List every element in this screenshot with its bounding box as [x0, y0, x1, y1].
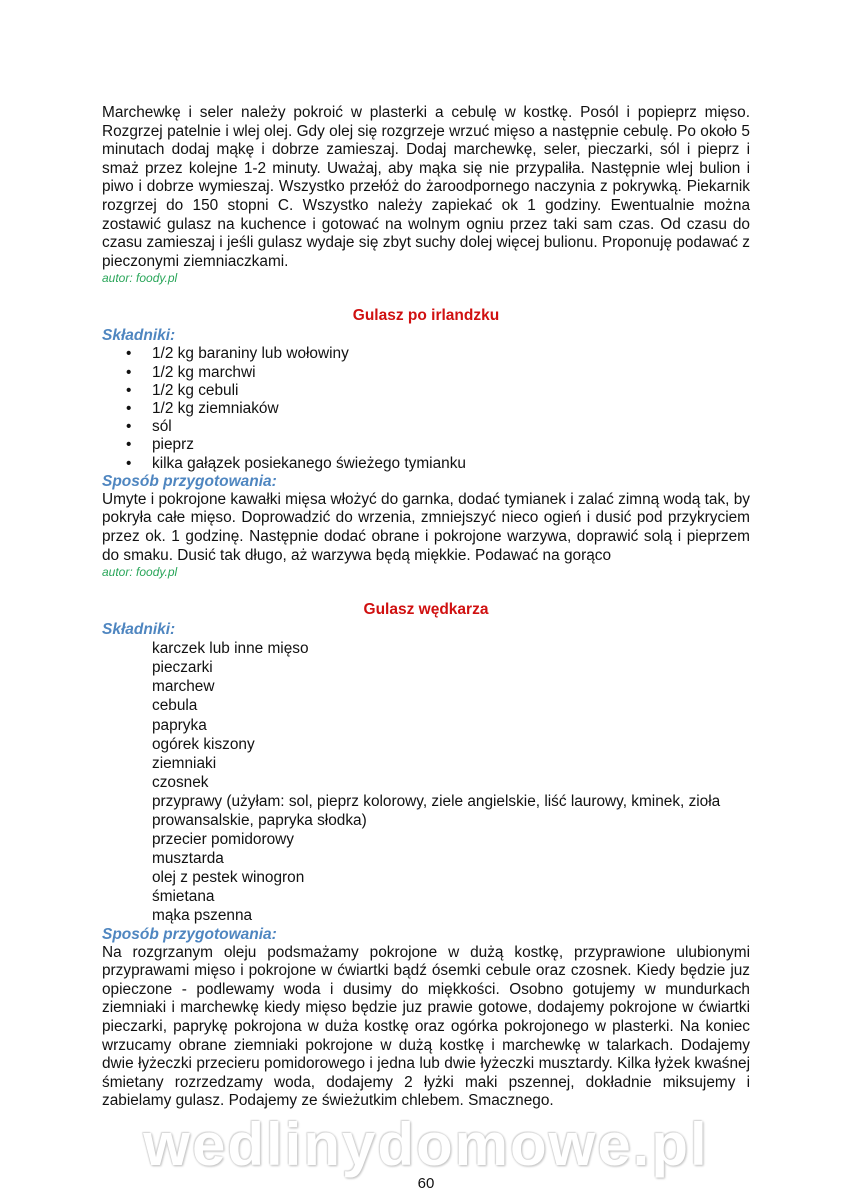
ingredients-list: [102, 639, 750, 925]
list-item: • pieprz: [126, 436, 194, 454]
list-item: śmietana: [152, 888, 215, 906]
watermark: wedlinydomowe.pl: [143, 1110, 709, 1178]
author-credit: autor: foody.pl: [102, 271, 178, 286]
page-number: 60: [417, 1174, 435, 1192]
ingredients-list: [102, 345, 750, 472]
list-item: przyprawy (użyłam: sol, pieprz kolorowy, ziele angielskie, liść laurowy, kminek, zioła prowansalskie, papryka słodka): [152, 792, 721, 829]
list-item: olej z pestek winogron: [152, 869, 305, 887]
list-item: papryka: [152, 716, 207, 734]
list-item: • 1/2 kg ziemniaków: [126, 399, 279, 417]
recipe1-section: [102, 327, 750, 579]
method-paragraph: Umyte i pokrojone kawałki mięsa włożyć do garnka, dodać tymianek i zalać zimną wodą tak, by pokryła całe mięso. Doprowadzić do wrzenia, zmniejszyć nieco ogień i dusić pod przykryciem przez ok. 1 godzinę. Następnie dodać obrane i pokrojone warzywa, doprawić solą i pieprzem do smaku. Dusić tak długo, aż warzywa będą miękkie. Podawać na gorąco: [102, 490, 750, 564]
list-item: cebula: [152, 697, 198, 715]
list-item: pieczarki: [152, 659, 213, 677]
author-credit: autor: foody.pl: [102, 565, 178, 580]
list-item: • 1/2 kg cebuli: [126, 381, 239, 399]
ingredients-label: Składniki:: [102, 327, 176, 345]
method-label: Sposób przygotowania:: [102, 925, 277, 943]
list-item: przecier pomidorowy: [152, 831, 294, 849]
list-item: • sól: [126, 418, 172, 436]
ingredients-label: Składniki:: [102, 621, 176, 639]
list-item: • kilka gałązek posiekanego świeżego tymianku: [126, 454, 466, 472]
list-item: musztarda: [152, 850, 224, 868]
recipe2-section: [102, 621, 750, 1111]
intro-section: [102, 104, 750, 285]
list-item: • 1/2 kg baraniny lub wołowiny: [126, 345, 349, 363]
list-item: mąka pszenna: [152, 907, 253, 925]
list-item: • 1/2 kg marchwi: [126, 363, 256, 381]
intro-paragraph: Marchewkę i seler należy pokroić w plasterki a cebulę w kostkę. Posól i popieprz mięso. Rozgrzej patelnie i wlej olej. Gdy olej się rozgrzeje wrzuć mięso a następnie cebulę. Po około 5 minutach dodaj mąkę i dobrze zamieszaj. Dodaj marchewkę, seler, pieczarki, sól i pieprz i smaż przez kolejne 1-2 minuty. Uważaj, aby mąka się nie przypaliła. Następnie wlej bulion i piwo i dobrze wymieszaj. Wszystko przełóż do żaroodpornego naczynia z pokrywką. Piekarnik rozgrzej do 150 stopni C. Wszystko należy zapiekać ok 1 godziny. Ewentualnie można zostawić gulasz na kuchence i gotować na wolnym ogniu przez taki sam czas. Od czasu do czasu zamieszaj i jeśli gulasz wydaje się zbyt suchy dolej więcej bulionu. Proponuję podawać z pieczonymi ziemniaczkami.: [102, 104, 750, 270]
recipe-title: Gulasz wędkarza: [363, 601, 489, 619]
list-item: ogórek kiszony: [152, 735, 255, 753]
list-item: ziemniaki: [152, 754, 217, 772]
list-item: karczek lub inne mięso: [152, 640, 309, 658]
list-item: marchew: [152, 678, 215, 696]
recipe-title: Gulasz po irlandzku: [352, 307, 500, 325]
list-item: czosnek: [152, 773, 209, 791]
method-label: Sposób przygotowania:: [102, 472, 277, 490]
method-paragraph: Na rozgrzanym oleju podsmażamy pokrojone w dużą kostkę, przyprawione ulubionymi przyprawami mięso i pokrojone w ćwiartki bądź ósemki cebule oraz czosnek. Kiedy będzie juz opieczone - podlewamy woda i dusimy do miękkości. Osobno gotujemy w mundurkach ziemniaki i marchewkę kiedy mięso będzie juz prawie gotowe, dodajemy pokrojone w ćwiartki pieczarki, paprykę pokrojona w duża kostkę oraz ogórka pokrojonego w plasterki. Na koniec wrzucamy obrane ziemniaki pokrojone w dużą kostkę i marchewkę w talarkach. Dodajemy dwie łyżeczki przecieru pomidorowego i jedna lub dwie łyżeczki musztardy. Kilka łyżek kwaśnej śmietany rozrzedzamy woda, dodajemy 2 łyżki maki pszennej, dokładnie miksujemy i zabielamy gulasz. Podajemy ze świeżutkim chlebem. Smacznego.: [102, 943, 750, 1110]
